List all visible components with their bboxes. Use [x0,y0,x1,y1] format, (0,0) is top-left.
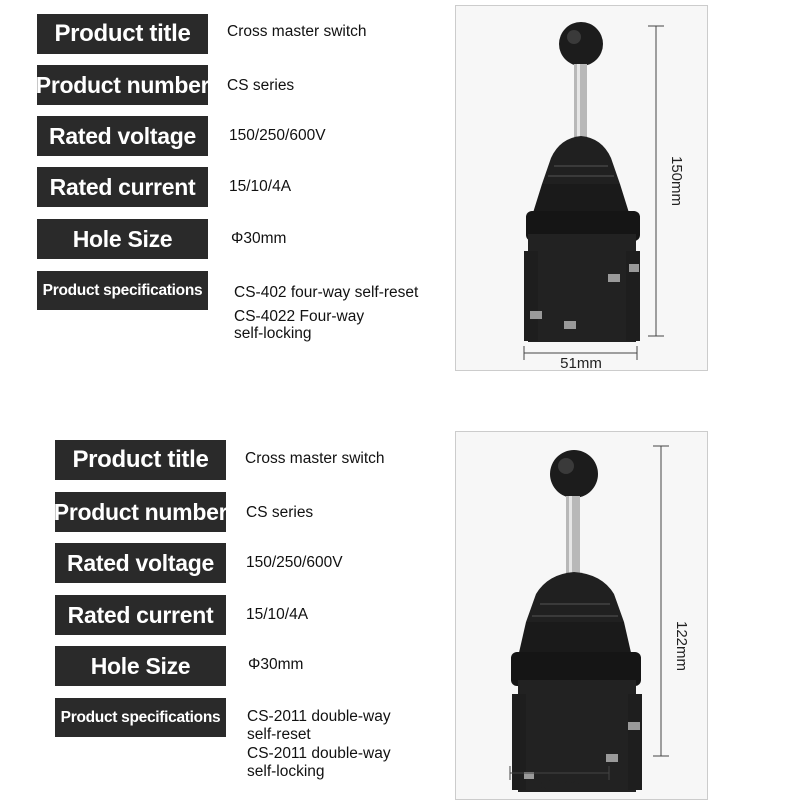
label-product-specifications: Product specifications [55,698,226,737]
spec-panel-2 [0,400,800,800]
product-photo [455,5,708,371]
value-product-title: Cross master switch [227,23,367,40]
spec-line: CS-2011 double-way [247,745,391,762]
joystick-switch-image [456,6,709,372]
spec-line: CS-4022 Four-way [234,308,365,325]
dimension-height-label: 150mm [668,155,685,207]
value-hole-size: Φ30mm [231,230,287,247]
label-rated-voltage: Rated voltage [37,116,208,156]
label-product-title: Product title [55,440,226,480]
spec-line: self-reset [247,726,311,743]
value-rated-current: 15/10/4A [246,606,309,623]
value-product-number: CS series [246,504,314,521]
label-hole-size: Hole Size [55,646,226,686]
label-hole-size: Hole Size [37,219,208,259]
dimension-width-label: 51mm [539,776,581,793]
dimension-width-label: 51mm [560,355,602,372]
label-product-number: Product number [55,492,226,532]
value-hole-size: Φ30mm [248,656,304,673]
product-photo [455,431,708,800]
spec-line: CS-402 four-way self-reset [234,284,419,301]
value-product-specifications [247,707,391,782]
spec-line: CS-2011 double-way [247,708,391,725]
spec-panel-1 [0,0,800,400]
spec-line: self-locking [247,763,325,780]
joystick-switch-image [456,432,709,801]
value-rated-voltage: 150/250/600V [229,127,326,144]
label-rated-voltage: Rated voltage [55,543,226,583]
label-product-specifications: Product specifications [37,271,208,310]
value-rated-voltage: 150/250/600V [246,554,343,571]
value-rated-current: 15/10/4A [229,178,292,195]
value-product-specifications [234,283,418,344]
label-rated-current: Rated current [37,167,208,207]
label-product-title: Product title [37,14,208,54]
value-product-title: Cross master switch [245,450,385,467]
label-product-number: Product number [37,65,208,105]
label-rated-current: Rated current [55,595,226,635]
value-product-number: CS series [227,77,295,94]
spec-line: self-locking [234,325,312,342]
dimension-height-label: 122mm [673,620,690,672]
